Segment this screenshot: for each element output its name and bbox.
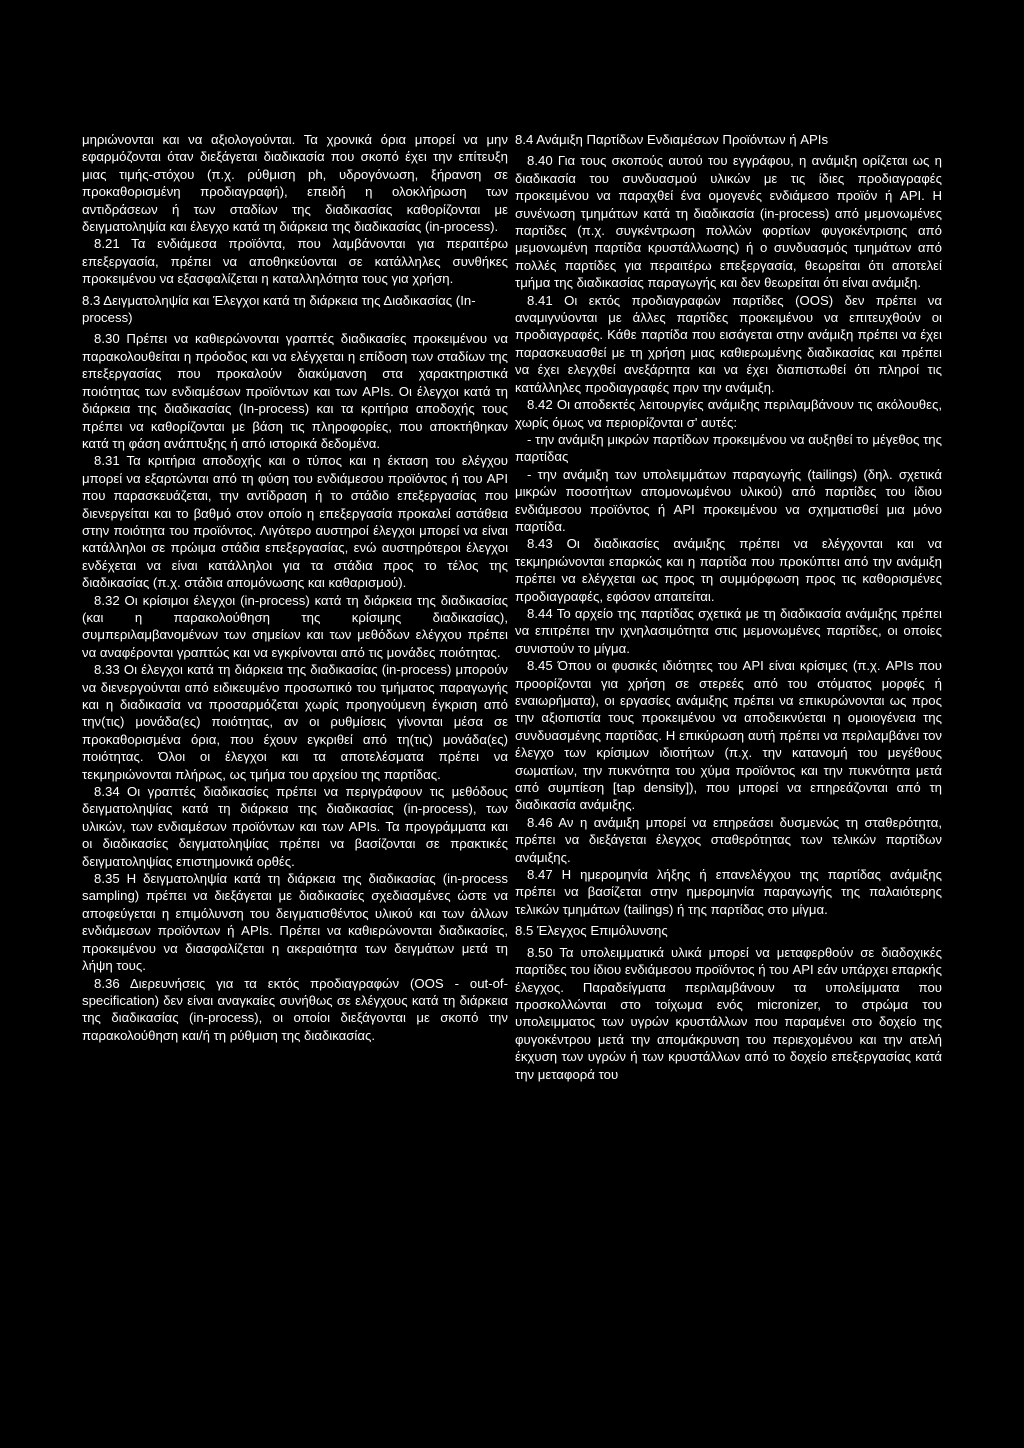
paragraph-8-46: 8.46 Αν η ανάμιξη μπορεί να επηρεάσει δυσμενώς τη σταθερότητα, πρέπει να διεξάγεται έλεγχος σταθερότητας των τελικών παρτίδων ανάμιξης.	[515, 814, 942, 865]
paragraph-8-30: 8.30 Πρέπει να καθιερώνονται γραπτές διαδικασίες προκειμένου να παρακολουθείται η πρόοδος και να ελέγχεται η επίδοση των σταδίων της επεξεργασίας που προκαλούν διακύμανση στα χαρακτηριστικά ποιότητας των ενδιαμέσων προϊόντων και των APIs. Οι έλεγχοι κατά τη διάρκεια της διαδικασίας (In-process) και τα κριτήρια αποδοχής τους πρέπει να καθορίζονται με βάση τις πληροφορίες, που αποκτήθηκαν κατά τη φάση ανάπτυξης ή από ιστορικά δεδομένα.	[82, 331, 508, 451]
paragraph-8-42: 8.42 Οι αποδεκτές λειτουργίες ανάμιξης περιλαμβάνουν τις ακόλουθες, χωρίς όμως να περιορίζονται σ' αυτές:	[515, 397, 942, 430]
left-column	[82, 131, 508, 1044]
paragraph-8-35: 8.35 Η δειγματοληψία κατά τη διάρκεια της διαδικασίας (in-process sampling) πρέπει να διεξάγεται με διαδικασίες σχεδιασμένες ώστε να αποφεύγεται η επιμόλυνση του δειγματισθέντος υλικού και των άλλων ενδιάμεσων προϊόντων ή APIs. Πρέπει να καθιερώνονται διαδικασίες, προκειμένου να διασφαλίζεται η ακεραιότητα των δειγμάτων μετά τη λήψη τους.	[82, 871, 508, 974]
section-heading-8-4: 8.4 Ανάμιξη Παρτίδων Ενδιαμέσων Προϊόντων ή APIs	[515, 132, 829, 147]
paragraph-8-34: 8.34 Οι γραπτές διαδικασίες πρέπει να περιγράφουν τις μεθόδους δειγματοληψίας κατά τη διάρκεια της διαδικασίας (in-process), των υλικών, των ενδιαμέσων προϊόντων και των APIs. Τα προγράμματα και οι διαδικασίες δειγματοληψίας πρέπει να βασίζονται σε πρακτικές δειγματοληψίας επιστημονικά ορθές.	[82, 784, 508, 869]
paragraph-8-45: 8.45 Όπου οι φυσικές ιδιότητες του API είναι κρίσιμες (π.χ. APIs που προορίζονται για χρήση σε στερεές από του στόματος μορφές ή εναιωρήματα), οι εργασίες ανάμιξης πρέπει να επικυρώνονται ως προς την αξιοπιστία τους προκειμένου να αποδεικνύεται η ομοιογένεια της συνδυασμένης παρτίδας. Η επικύρωση αυτή πρέπει να περιλαμβάνει τον έλεγχο των κρίσιμων ιδιοτήτων (π.χ. την κατανομή του μεγέθους σωματίων, την πυκνότητα του χύμα προϊόντος και την πυκνότητα μετά από συμπίεση [tap density]), που μπορεί να επηρεάζονται από τη διαδικασία ανάμιξης.	[515, 658, 942, 813]
list-item-small-batches: - την ανάμιξη μικρών παρτίδων προκειμένου να αυξηθεί το μέγεθος της παρτίδας	[515, 431, 942, 465]
paragraph-8-43: 8.43 Οι διαδικασίες ανάμιξης πρέπει να ελέγχονται και να τεκμηριώνονται επαρκώς και η παρτίδα που προκύπτει από την ανάμιξη πρέπει να ελέγχεται ως προς τη συμμόρφωση προς τις καθορισμένες προδιαγραφές, εφόσον απαιτείται.	[515, 536, 942, 604]
list-item-tailings: - την ανάμιξη των υπολειμμάτων παραγωγής (tailings) (δηλ. σχετικά μικρών ποσοτήτων απομονωμένου υλικού) από παρτίδες του ίδιου ενδιάμεσου προϊόντος ή API προκειμένου να σχηματισθεί μια μόνο παρτίδα.	[515, 466, 942, 534]
section-heading-8-5: 8.5 Έλεγχος Επιμόλυνσης	[515, 923, 668, 939]
paragraph-continuation: μηριώνονται και να αξιολογούνται. Τα χρονικά όρια μπορεί να μην εφαρμόζονται όταν διεξάγεται διαδικασία που σκοπό έχει την επίτευξη μιας τιμής-στόχου (π.χ. ρύθμιση ph, υδρογόνωση, ξήρανση σε προκαθορισμένη προδιαγραφή), επειδή η ολοκλήρωση των αντιδράσεων ή των σταδίων της διαδικασίας καθορίζονται με δειγματοληψία και έλεγχο κατά τη διάρκεια της διαδικασίας (in-process).	[82, 132, 508, 235]
paragraph-8-47: 8.47 Η ημερομηνία λήξης ή επανελέγχου της παρτίδας ανάμιξης πρέπει να βασίζεται στην ημερομηνία παραγωγής της παλαιότερης τελικών τμημάτων (tailings) ή της παρτίδας στο μίγμα.	[515, 867, 942, 917]
paragraph-8-33: 8.33 Οι έλεγχοι κατά τη διάρκεια της διαδικασίας (in-process) μπορούν να διενεργούνται από ειδικευμένο προσωπικό του τμήματος παραγωγής και η διαδικασία να προσαρμόζεται χωρίς προηγούμενη έγκριση από την(τις) μονάδα(ες) ποιότητας, αν οι ρυθμίσεις γίνονται μέσα σε προκαθορισμένα όρια, που έχουν εγκριθεί από τη(τις) μονάδα(ες) ποιότητας. Όλοι οι έλεγχοι και τα αποτελέσματα πρέπει να τεκμηριώνονται πλήρως, ως τμήμα του αρχείου της παρτίδας.	[82, 662, 508, 782]
paragraph-8-21: 8.21 Τα ενδιάμεσα προϊόντα, που λαμβάνονται για περαιτέρω επεξεργασία, πρέπει να αποθηκεύονται σε κατάλληλες συνθήκες προκειμένου να εξασφαλίζεται η καταλληλότητα τους για χρήση.	[82, 236, 508, 287]
paragraph-8-32: 8.32 Οι κρίσιμοι έλεγχοι (in-process) κατά τη διάρκεια της διαδικασίας (και η παρακολούθηση της κρίσιμης διαδικασίας), συμπεριλαμβανομένων των σημείων και των μεθόδων ελέγχου πρέπει να αναφέρονται γραπτώς και να εγκρίνονται από τις μονάδες ποιότητας.	[82, 592, 508, 660]
paragraph-8-31: 8.31 Τα κριτήρια αποδοχής και ο τύπος και η έκταση του ελέγχου μπορεί να εξαρτώνται από τη φύση του ενδιάμεσου προϊόντος ή του API που παρασκευάζεται, την αντίδραση ή το στάδιο επεξεργασίας που διενεργείται και το βαθμό στον οποίο η επεξεργασία προκαλεί αστάθεια στην ποιότητα του προϊόντος. Λιγότερο αυστηροί έλεγχοι μπορεί να είναι κατάλληλοι σε πρώιμα στάδια επεξεργασίας, ενώ αυστηρότεροι έλεγχοι ενδέχεται να είναι κατάλληλοι για τα στάδια προς το τέλος της διαδικασίας (π.χ. στάδια απομόνωσης και καθαρισμού).	[82, 453, 508, 591]
paragraph-8-41: 8.41 Οι εκτός προδιαγραφών παρτίδες (OOS) δεν πρέπει να αναμιγνύονται με άλλες παρτίδες προκειμένου να επιτευχθούν οι προδιαγραφές. Κάθε παρτίδα που εισάγεται στην ανάμιξη πρέπει να έχει παρασκευασθεί με τη χρήση μιας καθιερωμένης διαδικασίας και πρέπει να έχει ελεγχθεί ανεξάρτητα και να έχει διαπιστωθεί ότι πληροί τις κατάλληλες προδιαγραφές πριν την ανάμιξη.	[515, 292, 942, 395]
right-column	[515, 131, 942, 1083]
paragraph-8-36: 8.36 Διερευνήσεις για τα εκτός προδιαγραφών (OOS - out-of-specification) δεν είναι αναγκαίες συνήθως σε ελέγχους κατά τη διάρκεια της διαδικασίας (in-process), οι οποίοι διεξάγονται με σκοπό την παρακολούθηση και/ή τη ρύθμιση της διαδικασίας.	[82, 975, 508, 1043]
section-heading-8-3: 8.3 Δειγματοληψία και Έλεγχοι κατά τη διάρκεια της Διαδικασίας (In-process)	[82, 292, 476, 326]
paragraph-8-44: 8.44 Το αρχείο της παρτίδας σχετικά με τη διαδικασία ανάμιξης πρέπει να επιτρέπει την ιχνηλασιμότητα στις μεμονωμένες παρτίδες, οι οποίες συνιστούν το μίγμα.	[515, 605, 942, 656]
paragraph-8-40: 8.40 Για τους σκοπούς αυτού του εγγράφου, η ανάμιξη ορίζεται ως η διαδικασία του συνδυασμού υλικών με τις ίδιες προδιαγραφές προκειμένου να παραχθεί ένα ομογενές ενδιάμεσο προϊόν ή API. Η συνένωση τμημάτων κατά τη διαδικασία (in-process) από μεμονωμένες παρτίδες (π.χ. συγκέντρωση πολλών φορτίων φυγοκέντρισης από μεμονωμένη παρτίδα κρυστάλλωσης) ή ο συνδυασμός τμημάτων από πολλές παρτίδες για περαιτέρω επεξεργασία, θεωρείται ότι αποτελεί τμήμα της διαδικασίας παραγωγής και δεν θεωρείται ότι είναι ανάμιξη.	[515, 153, 942, 291]
paragraph-8-50: 8.50 Τα υπολειμματικά υλικά μπορεί να μεταφερθούν σε διαδοχικές παρτίδες του ίδιου ενδιάμεσου προϊόντος ή του API εάν υπάρχει επαρκής έλεγχος. Παραδείγματα περιλαμβάνουν τα υπολείμματα που προσκολλώνται στο τοίχωμα ενός micronizer, το στρώμα του υπολειμματος των υγρών κρυστάλλων που παραμένει στο δοχείο της φυγοκέντρου μετά την απομάκρυνση του περιεχομένου και την ατελή έκχυση των υγρών ή των κρυστάλλων από το δοχείο επεξεργασίας κατά την μεταφορά του	[515, 944, 942, 1082]
